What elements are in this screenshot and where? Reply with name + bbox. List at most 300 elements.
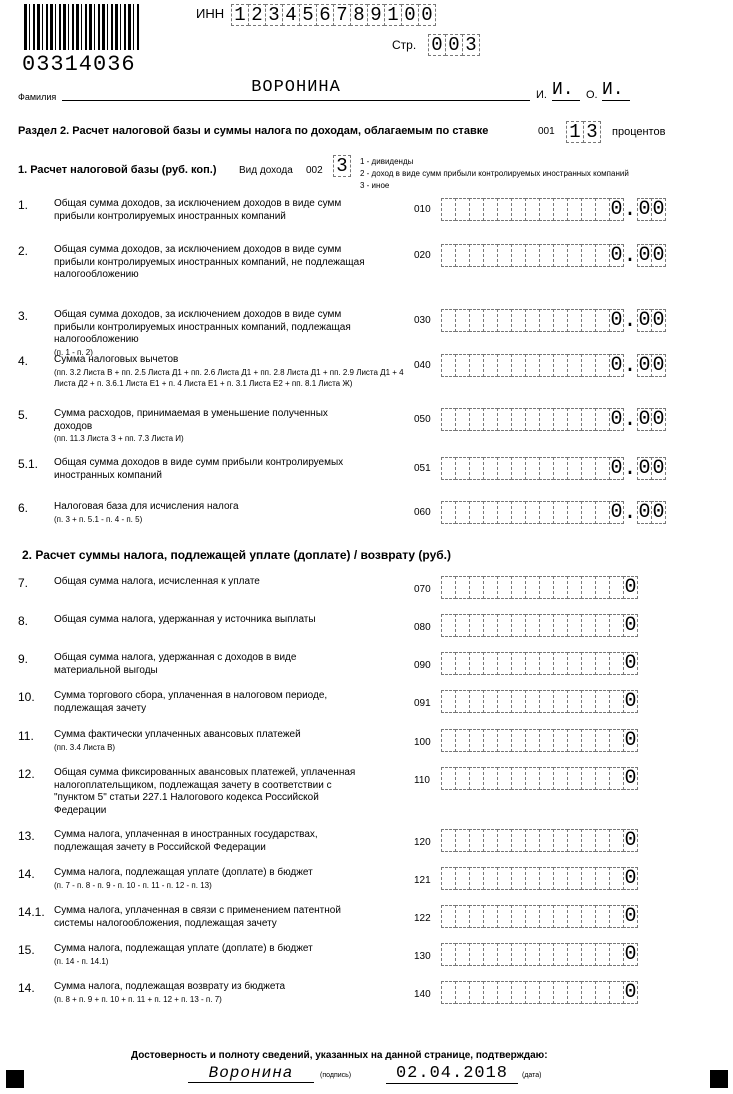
digit-cell[interactable] xyxy=(497,309,512,332)
digit-cell[interactable] xyxy=(553,309,568,332)
amount-field[interactable] xyxy=(441,652,637,675)
amount-field[interactable] xyxy=(441,943,637,966)
digit-cell[interactable] xyxy=(539,501,554,524)
digit-cell[interactable] xyxy=(483,501,498,524)
digit-cell[interactable] xyxy=(455,652,470,675)
digit-cell[interactable] xyxy=(609,943,624,966)
amount-field[interactable] xyxy=(441,981,637,1004)
digit-cell[interactable] xyxy=(511,943,526,966)
digit-cell[interactable] xyxy=(567,767,582,790)
digit-cell[interactable] xyxy=(441,981,456,1004)
amount-field[interactable] xyxy=(441,729,637,752)
digit-cell[interactable] xyxy=(469,981,484,1004)
amount-field[interactable] xyxy=(441,867,637,890)
digit-cell[interactable] xyxy=(441,829,456,852)
digit-cell[interactable] xyxy=(581,457,596,480)
digit-cell[interactable] xyxy=(581,576,596,599)
digit-cell[interactable] xyxy=(553,354,568,377)
digit-cell[interactable] xyxy=(595,981,610,1004)
digit-cell[interactable] xyxy=(483,652,498,675)
digit-cell[interactable] xyxy=(511,867,526,890)
digit-cell[interactable] xyxy=(483,829,498,852)
digit-cell[interactable] xyxy=(553,690,568,713)
digit-cell[interactable]: 0 xyxy=(624,867,637,890)
digit-cell[interactable] xyxy=(469,501,484,524)
digit-cell[interactable] xyxy=(539,943,554,966)
digit-cell[interactable]: 0 xyxy=(610,244,623,267)
digit-cell[interactable] xyxy=(539,652,554,675)
digit-cell[interactable] xyxy=(469,354,484,377)
digit-cell[interactable] xyxy=(567,690,582,713)
digit-cell[interactable] xyxy=(595,614,610,637)
digit-cell[interactable]: 0 xyxy=(624,981,637,1004)
digit-cell[interactable] xyxy=(581,981,596,1004)
digit-cell[interactable] xyxy=(469,198,484,221)
digit-cell[interactable]: 6 xyxy=(316,4,334,26)
digit-cell[interactable] xyxy=(525,457,540,480)
digit-cell[interactable]: 0 xyxy=(624,943,637,966)
digit-cell[interactable] xyxy=(567,905,582,928)
amount-field[interactable] xyxy=(441,614,637,637)
kopeck-cell[interactable]: 0 xyxy=(652,354,665,377)
digit-cell[interactable] xyxy=(609,867,624,890)
kopeck-cell[interactable]: 0 xyxy=(638,354,651,377)
digit-cell[interactable] xyxy=(497,501,512,524)
digit-cell[interactable] xyxy=(595,729,610,752)
rate-field[interactable] xyxy=(566,121,600,143)
digit-cell[interactable] xyxy=(497,457,512,480)
digit-cell[interactable] xyxy=(455,867,470,890)
amount-field[interactable] xyxy=(441,767,637,790)
digit-cell[interactable] xyxy=(595,867,610,890)
amount-field[interactable] xyxy=(441,244,665,267)
digit-cell[interactable] xyxy=(567,576,582,599)
digit-cell[interactable] xyxy=(511,501,526,524)
digit-cell[interactable] xyxy=(511,767,526,790)
digit-cell[interactable] xyxy=(483,309,498,332)
digit-cell[interactable] xyxy=(581,690,596,713)
digit-cell[interactable] xyxy=(609,614,624,637)
digit-cell[interactable] xyxy=(483,981,498,1004)
digit-cell[interactable] xyxy=(511,614,526,637)
digit-cell[interactable] xyxy=(455,244,470,267)
digit-cell[interactable]: 9 xyxy=(367,4,385,26)
digit-cell[interactable] xyxy=(497,690,512,713)
digit-cell[interactable] xyxy=(469,576,484,599)
digit-cell[interactable]: 0 xyxy=(624,652,637,675)
digit-cell[interactable] xyxy=(525,614,540,637)
digit-cell[interactable]: 0 xyxy=(610,457,623,480)
digit-cell[interactable] xyxy=(609,729,624,752)
digit-cell[interactable] xyxy=(581,614,596,637)
initial-patronymic-field[interactable]: И. xyxy=(602,80,630,101)
amount-field[interactable] xyxy=(441,690,637,713)
digit-cell[interactable] xyxy=(469,729,484,752)
digit-cell[interactable] xyxy=(553,729,568,752)
amount-field[interactable] xyxy=(441,408,665,431)
amount-field[interactable] xyxy=(441,457,665,480)
digit-cell[interactable] xyxy=(483,457,498,480)
digit-cell[interactable] xyxy=(553,244,568,267)
digit-cell[interactable] xyxy=(455,905,470,928)
digit-cell[interactable]: 0 xyxy=(624,905,637,928)
digit-cell[interactable] xyxy=(595,829,610,852)
kopeck-cell[interactable]: 0 xyxy=(638,244,651,267)
digit-cell[interactable]: 0 xyxy=(624,614,637,637)
digit-cell[interactable] xyxy=(567,244,582,267)
digit-cell[interactable] xyxy=(441,198,456,221)
digit-cell[interactable] xyxy=(539,905,554,928)
digit-cell[interactable]: 1 xyxy=(384,4,402,26)
amount-field[interactable] xyxy=(441,829,637,852)
digit-cell[interactable] xyxy=(525,981,540,1004)
digit-cell[interactable] xyxy=(441,408,456,431)
digit-cell[interactable] xyxy=(581,905,596,928)
digit-cell[interactable]: 0 xyxy=(610,501,623,524)
digit-cell[interactable] xyxy=(511,244,526,267)
kopeck-cell[interactable]: 0 xyxy=(652,501,665,524)
digit-cell[interactable]: 0 xyxy=(624,729,637,752)
digit-cell[interactable] xyxy=(441,867,456,890)
digit-cell[interactable] xyxy=(497,829,512,852)
digit-cell[interactable] xyxy=(497,198,512,221)
digit-cell[interactable] xyxy=(455,614,470,637)
initial-name-field[interactable]: И. xyxy=(552,80,580,101)
digit-cell[interactable] xyxy=(511,408,526,431)
kopeck-cell[interactable]: 0 xyxy=(652,244,665,267)
digit-cell[interactable] xyxy=(581,867,596,890)
digit-cell[interactable] xyxy=(553,408,568,431)
digit-cell[interactable] xyxy=(567,981,582,1004)
digit-cell[interactable] xyxy=(469,309,484,332)
kopeck-cell[interactable]: 0 xyxy=(652,198,665,221)
digit-cell[interactable] xyxy=(455,354,470,377)
digit-cell[interactable] xyxy=(525,408,540,431)
digit-cell[interactable] xyxy=(525,198,540,221)
digit-cell[interactable] xyxy=(595,198,610,221)
digit-cell[interactable] xyxy=(511,198,526,221)
digit-cell[interactable] xyxy=(483,354,498,377)
digit-cell[interactable] xyxy=(595,690,610,713)
digit-cell[interactable] xyxy=(441,576,456,599)
digit-cell[interactable] xyxy=(595,244,610,267)
digit-cell[interactable]: 5 xyxy=(299,4,317,26)
digit-cell[interactable]: 3 xyxy=(583,121,601,143)
digit-cell[interactable] xyxy=(567,198,582,221)
digit-cell[interactable] xyxy=(441,354,456,377)
digit-cell[interactable] xyxy=(581,309,596,332)
digit-cell[interactable] xyxy=(511,354,526,377)
digit-cell[interactable] xyxy=(539,457,554,480)
digit-cell[interactable] xyxy=(609,652,624,675)
digit-cell[interactable] xyxy=(469,690,484,713)
digit-cell[interactable] xyxy=(497,729,512,752)
digit-cell[interactable] xyxy=(539,981,554,1004)
digit-cell[interactable] xyxy=(483,198,498,221)
digit-cell[interactable]: 0 xyxy=(610,354,623,377)
digit-cell[interactable] xyxy=(525,652,540,675)
digit-cell[interactable] xyxy=(455,457,470,480)
digit-cell[interactable] xyxy=(553,457,568,480)
digit-cell[interactable] xyxy=(511,309,526,332)
digit-cell[interactable] xyxy=(553,867,568,890)
digit-cell[interactable] xyxy=(553,576,568,599)
digit-cell[interactable] xyxy=(441,943,456,966)
digit-cell[interactable] xyxy=(539,729,554,752)
digit-cell[interactable] xyxy=(609,576,624,599)
digit-cell[interactable] xyxy=(525,767,540,790)
digit-cell[interactable] xyxy=(483,614,498,637)
kopeck-cell[interactable]: 0 xyxy=(638,408,651,431)
digit-cell[interactable] xyxy=(595,457,610,480)
digit-cell[interactable] xyxy=(497,981,512,1004)
amount-field[interactable] xyxy=(441,309,665,332)
kopeck-cell[interactable]: 0 xyxy=(638,501,651,524)
digit-cell[interactable] xyxy=(567,829,582,852)
digit-cell[interactable] xyxy=(553,614,568,637)
digit-cell[interactable] xyxy=(525,905,540,928)
digit-cell[interactable] xyxy=(441,244,456,267)
digit-cell[interactable] xyxy=(567,457,582,480)
digit-cell[interactable] xyxy=(553,652,568,675)
digit-cell[interactable] xyxy=(567,309,582,332)
digit-cell[interactable] xyxy=(483,408,498,431)
kopeck-cell[interactable]: 0 xyxy=(638,198,651,221)
digit-cell[interactable] xyxy=(609,905,624,928)
digit-cell[interactable] xyxy=(441,457,456,480)
digit-cell[interactable] xyxy=(609,829,624,852)
digit-cell[interactable] xyxy=(455,943,470,966)
digit-cell[interactable] xyxy=(511,981,526,1004)
digit-cell[interactable] xyxy=(497,767,512,790)
digit-cell[interactable] xyxy=(609,981,624,1004)
digit-cell[interactable] xyxy=(469,867,484,890)
digit-cell[interactable]: 0 xyxy=(610,198,623,221)
digit-cell[interactable] xyxy=(455,408,470,431)
digit-cell[interactable] xyxy=(455,829,470,852)
digit-cell[interactable] xyxy=(497,408,512,431)
digit-cell[interactable]: 0 xyxy=(610,309,623,332)
digit-cell[interactable] xyxy=(441,501,456,524)
digit-cell[interactable]: 4 xyxy=(282,4,300,26)
digit-cell[interactable] xyxy=(553,943,568,966)
digit-cell[interactable] xyxy=(595,652,610,675)
digit-cell[interactable] xyxy=(525,309,540,332)
surname-field[interactable]: ВОРОНИНА xyxy=(62,78,530,101)
digit-cell[interactable] xyxy=(567,614,582,637)
digit-cell[interactable] xyxy=(469,614,484,637)
digit-cell[interactable]: 3 xyxy=(265,4,283,26)
digit-cell[interactable] xyxy=(511,457,526,480)
digit-cell[interactable] xyxy=(595,576,610,599)
digit-cell[interactable] xyxy=(539,198,554,221)
digit-cell[interactable] xyxy=(497,244,512,267)
digit-cell[interactable] xyxy=(553,767,568,790)
digit-cell[interactable] xyxy=(539,408,554,431)
digit-cell[interactable]: 3 xyxy=(462,34,480,56)
digit-cell[interactable] xyxy=(483,690,498,713)
digit-cell[interactable] xyxy=(441,652,456,675)
digit-cell[interactable]: 0 xyxy=(624,767,637,790)
digit-cell[interactable] xyxy=(581,943,596,966)
digit-cell[interactable] xyxy=(539,244,554,267)
digit-cell[interactable] xyxy=(567,501,582,524)
digit-cell[interactable] xyxy=(511,652,526,675)
digit-cell[interactable] xyxy=(511,690,526,713)
digit-cell[interactable]: 0 xyxy=(418,4,436,26)
amount-field[interactable] xyxy=(441,354,665,377)
digit-cell[interactable] xyxy=(567,729,582,752)
digit-cell[interactable] xyxy=(609,690,624,713)
digit-cell[interactable] xyxy=(595,354,610,377)
digit-cell[interactable] xyxy=(581,729,596,752)
digit-cell[interactable] xyxy=(525,729,540,752)
digit-cell[interactable]: 8 xyxy=(350,4,368,26)
digit-cell[interactable] xyxy=(497,354,512,377)
digit-cell[interactable] xyxy=(455,767,470,790)
digit-cell[interactable] xyxy=(483,767,498,790)
digit-cell[interactable] xyxy=(497,905,512,928)
digit-cell[interactable] xyxy=(581,829,596,852)
digit-cell[interactable] xyxy=(581,767,596,790)
kopeck-cell[interactable]: 0 xyxy=(652,408,665,431)
digit-cell[interactable] xyxy=(511,576,526,599)
income-type-field[interactable] xyxy=(333,155,350,177)
digit-cell[interactable] xyxy=(539,614,554,637)
digit-cell[interactable] xyxy=(553,501,568,524)
digit-cell[interactable] xyxy=(525,576,540,599)
digit-cell[interactable] xyxy=(581,408,596,431)
digit-cell[interactable] xyxy=(539,690,554,713)
digit-cell[interactable]: 0 xyxy=(610,408,623,431)
digit-cell[interactable] xyxy=(455,309,470,332)
digit-cell[interactable] xyxy=(469,943,484,966)
digit-cell[interactable] xyxy=(455,501,470,524)
kopeck-cell[interactable]: 0 xyxy=(638,309,651,332)
digit-cell[interactable] xyxy=(455,981,470,1004)
digit-cell[interactable] xyxy=(483,905,498,928)
digit-cell[interactable] xyxy=(595,309,610,332)
amount-field[interactable] xyxy=(441,905,637,928)
digit-cell[interactable] xyxy=(595,767,610,790)
digit-cell[interactable]: 2 xyxy=(248,4,266,26)
digit-cell[interactable] xyxy=(553,198,568,221)
digit-cell[interactable] xyxy=(511,905,526,928)
digit-cell[interactable] xyxy=(595,501,610,524)
digit-cell[interactable] xyxy=(469,457,484,480)
digit-cell[interactable] xyxy=(539,867,554,890)
digit-cell[interactable]: 0 xyxy=(428,34,446,56)
digit-cell[interactable] xyxy=(581,501,596,524)
digit-cell[interactable] xyxy=(567,943,582,966)
digit-cell[interactable]: 0 xyxy=(445,34,463,56)
digit-cell[interactable] xyxy=(581,198,596,221)
digit-cell[interactable] xyxy=(469,408,484,431)
digit-cell[interactable] xyxy=(567,354,582,377)
digit-cell[interactable] xyxy=(441,690,456,713)
digit-cell[interactable] xyxy=(497,867,512,890)
digit-cell[interactable] xyxy=(511,829,526,852)
kopeck-cell[interactable]: 0 xyxy=(638,457,651,480)
digit-cell[interactable] xyxy=(609,767,624,790)
digit-cell[interactable] xyxy=(469,767,484,790)
digit-cell[interactable] xyxy=(455,576,470,599)
digit-cell[interactable] xyxy=(469,244,484,267)
digit-cell[interactable] xyxy=(581,244,596,267)
digit-cell[interactable] xyxy=(455,729,470,752)
digit-cell[interactable] xyxy=(539,576,554,599)
digit-cell[interactable] xyxy=(441,767,456,790)
digit-cell[interactable] xyxy=(553,829,568,852)
amount-field[interactable] xyxy=(441,198,665,221)
digit-cell[interactable] xyxy=(483,244,498,267)
amount-field[interactable] xyxy=(441,576,637,599)
digit-cell[interactable]: 0 xyxy=(624,690,637,713)
inn-field[interactable] xyxy=(231,4,435,26)
digit-cell[interactable] xyxy=(455,198,470,221)
digit-cell[interactable] xyxy=(469,905,484,928)
digit-cell[interactable] xyxy=(497,576,512,599)
digit-cell[interactable] xyxy=(553,981,568,1004)
digit-cell[interactable]: 0 xyxy=(624,576,637,599)
digit-cell[interactable] xyxy=(525,943,540,966)
digit-cell[interactable] xyxy=(483,867,498,890)
digit-cell[interactable] xyxy=(525,501,540,524)
page-number-field[interactable] xyxy=(428,34,479,56)
digit-cell[interactable] xyxy=(525,690,540,713)
amount-field[interactable] xyxy=(441,501,665,524)
digit-cell[interactable] xyxy=(553,905,568,928)
digit-cell[interactable] xyxy=(441,729,456,752)
digit-cell[interactable] xyxy=(595,408,610,431)
digit-cell[interactable] xyxy=(483,729,498,752)
digit-cell[interactable] xyxy=(539,354,554,377)
digit-cell[interactable] xyxy=(581,354,596,377)
digit-cell[interactable] xyxy=(455,690,470,713)
digit-cell[interactable] xyxy=(497,614,512,637)
digit-cell[interactable] xyxy=(567,652,582,675)
digit-cell[interactable] xyxy=(525,829,540,852)
digit-cell[interactable]: 1 xyxy=(231,4,249,26)
digit-cell[interactable] xyxy=(539,767,554,790)
digit-cell[interactable] xyxy=(441,614,456,637)
digit-cell[interactable] xyxy=(595,943,610,966)
signature-field[interactable]: Воронина xyxy=(188,1064,314,1083)
digit-cell[interactable] xyxy=(497,652,512,675)
digit-cell[interactable] xyxy=(525,354,540,377)
digit-cell[interactable] xyxy=(441,309,456,332)
digit-cell[interactable] xyxy=(539,309,554,332)
digit-cell[interactable] xyxy=(483,943,498,966)
digit-cell[interactable] xyxy=(581,652,596,675)
digit-cell[interactable] xyxy=(469,652,484,675)
income-type-cell[interactable]: 3 xyxy=(333,155,351,177)
digit-cell[interactable] xyxy=(525,867,540,890)
digit-cell[interactable] xyxy=(483,576,498,599)
digit-cell[interactable]: 0 xyxy=(401,4,419,26)
digit-cell[interactable] xyxy=(497,943,512,966)
date-field[interactable]: 02.04.2018 xyxy=(386,1064,518,1084)
digit-cell[interactable] xyxy=(567,408,582,431)
kopeck-cell[interactable]: 0 xyxy=(652,457,665,480)
digit-cell[interactable] xyxy=(595,905,610,928)
digit-cell[interactable]: 0 xyxy=(624,829,637,852)
digit-cell[interactable]: 1 xyxy=(566,121,584,143)
digit-cell[interactable] xyxy=(511,729,526,752)
digit-cell[interactable]: 7 xyxy=(333,4,351,26)
digit-cell[interactable] xyxy=(441,905,456,928)
digit-cell[interactable] xyxy=(525,244,540,267)
